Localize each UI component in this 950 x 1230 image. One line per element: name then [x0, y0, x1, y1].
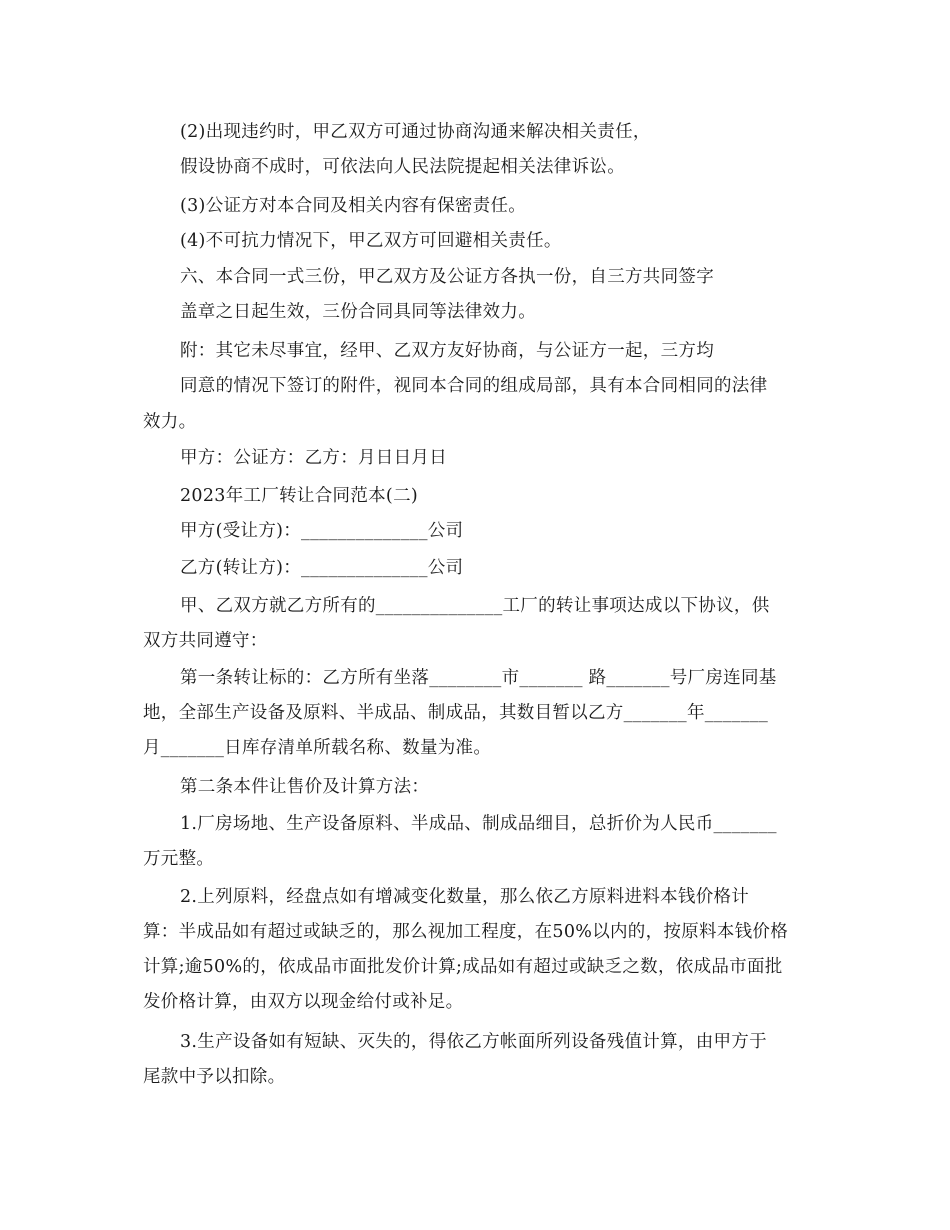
paragraph-line: 盖章之日起生效，三份合同具同等法律效力。 — [180, 302, 536, 322]
clause-line: 2.上列原料，经盘点如有增减变化数量，那么依乙方原料进料本钱价格计 — [180, 887, 750, 907]
document-title: 2023年工厂转让合同范本(二) — [180, 486, 418, 506]
clause-line: 1.厂房场地、生产设备原料、半成品、制成品细目，总折价为人民币_______ — [180, 814, 777, 834]
party-a-line: 甲方(受让方)：______________公司 — [180, 521, 464, 541]
clause-line: 3.生产设备如有短缺、灭失的，得依乙方帐面所列设备残值计算，由甲方于 — [180, 1032, 767, 1052]
clause-line: 第二条本件让售价及计算方法： — [180, 777, 430, 797]
party-b-line: 乙方(转让方)：______________公司 — [180, 558, 464, 578]
signature-line: 甲方：公证方：乙方：月日日月日 — [180, 448, 447, 468]
clause-line: 尾款中予以扣除。 — [143, 1067, 286, 1087]
paragraph-line: 甲、乙双方就乙方所有的______________工厂的转让事项达成以下协议，供 — [180, 596, 770, 616]
clause-line: 地，全部生产设备及原料、半成品、制成品，其数目暂以乙方_______年_______ — [143, 703, 769, 723]
paragraph-line: 效力。 — [143, 412, 197, 432]
paragraph-line: 同意的情况下签订的附件，视同本合同的组成局部，具有本合同相同的法律 — [180, 376, 768, 396]
paragraph-line: 六、本合同一式三份，甲乙双方及公证方各执一份，自三方共同签字 — [180, 267, 714, 287]
clause-line: 万元整。 — [143, 849, 215, 869]
clause-line: 算：半成品如有超过或缺乏的，那么视加工程度，在50%以内的，按原料本钱价格 — [143, 922, 788, 942]
paragraph-line: (4)不可抗力情况下，甲乙双方可回避相关责任。 — [180, 231, 562, 251]
paragraph-line: 假设协商不成时，可依法向人民法院提起相关法律诉讼。 — [180, 157, 625, 177]
paragraph-line: 附：其它未尽事宜，经甲、乙双方友好协商，与公证方一起，三方均 — [180, 341, 714, 361]
clause-line: 月_______日库存清单所载名称、数量为准。 — [143, 738, 492, 758]
clause-line: 计算;逾50%的，依成品市面批发价计算;成品如有超过或缺乏之数，依成品市面批 — [143, 957, 783, 977]
paragraph-line: (2)出现违约时，甲乙双方可通过协商沟通来解决相关责任， — [180, 122, 651, 142]
paragraph-line: (3)公证方对本合同及相关内容有保密责任。 — [180, 196, 527, 216]
clause-line: 第一条转让标的：乙方所有坐落________市_______ 路_______号厂房连同基 — [180, 668, 777, 688]
clause-line: 发价格计算，由双方以现金给付或补足。 — [143, 992, 464, 1012]
paragraph-line: 双方共同遵守： — [143, 631, 268, 651]
